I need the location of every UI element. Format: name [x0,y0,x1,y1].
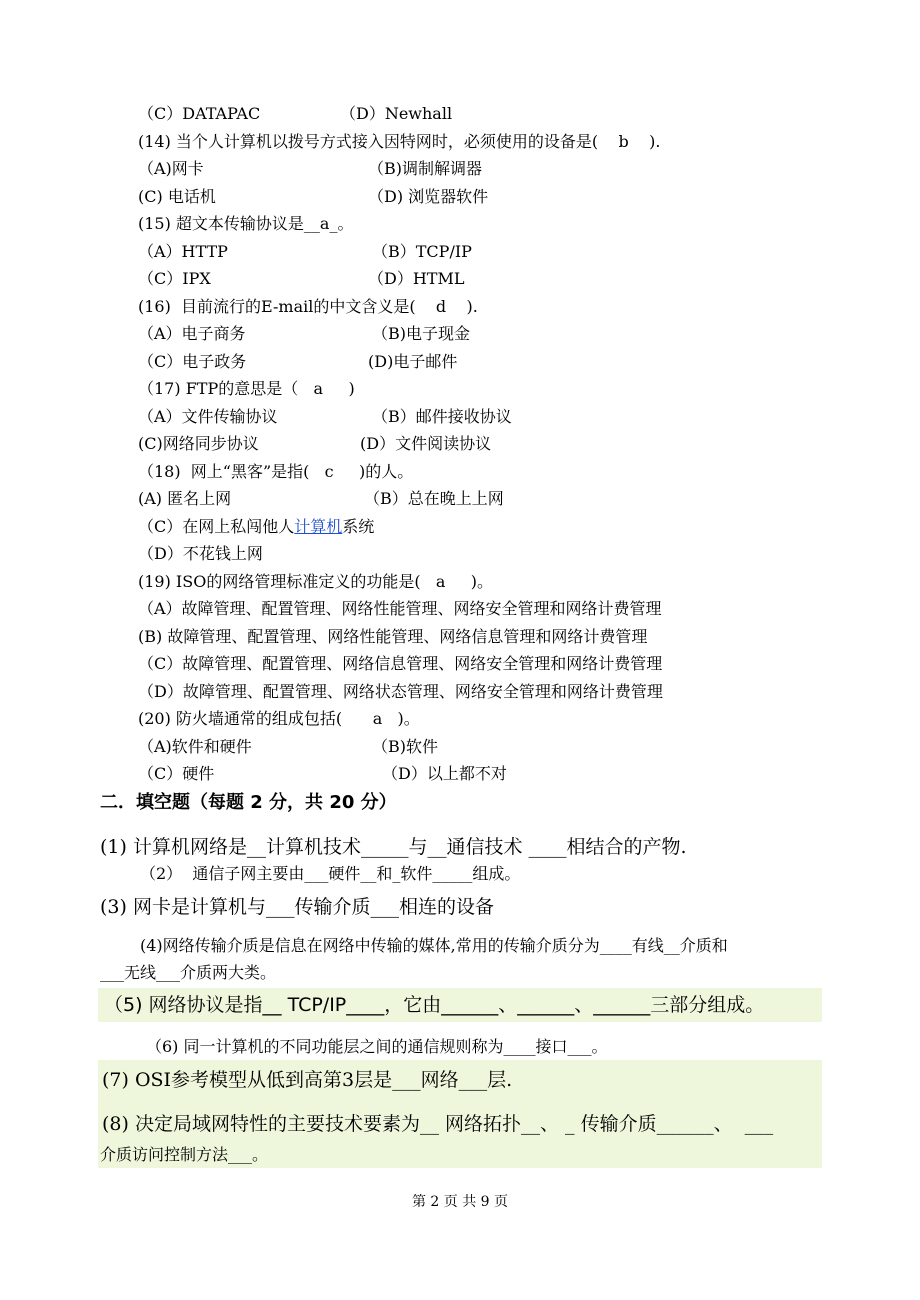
computer-link[interactable]: 计算机 [294,517,343,536]
q13-option-d: （D）Newhall [340,104,453,123]
q17-option-c: (C)网络同步协议 [138,434,259,453]
q19-option-b: (B) 故障管理、配置管理、网络性能管理、网络信息管理和网络计费管理 [138,627,648,646]
q19-option-d: （D）故障管理、配置管理、网络状态管理、网络安全管理和网络计费管理 [138,682,663,701]
q13-option-c: （C）DATAPAC [138,104,261,123]
fill-q7: (7) OSI参考模型从低到高第3层是___网络___层. [102,1069,513,1091]
q15-option-d: （D）HTML [368,269,465,288]
q16-option-c: （C）电子政务 [138,352,247,371]
q14-question: (14) 当个人计算机以拨号方式接入因特网时，必须使用的设备是( b ). [138,132,661,151]
q18-option-c-text: （C）在网上私闯他人 [138,517,295,536]
q16-option-d: (D)电子邮件 [368,352,458,371]
page-footer: 第 2 页 共 9 页 [411,1194,509,1210]
q15-option-b: （B）TCP/IP [372,242,472,261]
fill-q2: （2） 通信子网主要由___硬件__和_软件_____组成。 [140,864,521,883]
q18-option-a: (A) 匿名上网 [138,489,232,508]
q16-option-a: （A）电子商务 [138,324,246,343]
q14-option-c: (C) 电话机 [138,187,216,206]
q18-option-d: （D）不花钱上网 [138,544,263,563]
fill-q4-line2: ___无线___介质两大类。 [100,963,277,982]
q17-question: （17) FTP的意思是（ a ) [138,379,355,398]
q19-question: (19) ISO的网络管理标准定义的功能是( a )。 [138,572,494,591]
q20-option-b: （B)软件 [372,737,439,756]
fill-q8-line2: 介质访问控制方法___。 [100,1145,269,1164]
q20-option-d: （D）以上都不对 [382,764,507,783]
q19-option-c: （C）故障管理、配置管理、网络信息管理、网络安全管理和网络计费管理 [138,654,663,673]
q20-question: (20) 防火墙通常的组成包括( a )。 [138,709,420,728]
q15-question: (15) 超文本传输协议是__a_。 [138,214,354,233]
q14-option-d: （D) 浏览器软件 [368,187,489,206]
q15-option-c: （C）IPX [138,269,211,288]
q20-option-a: （A)软件和硬件 [138,737,252,756]
q20-option-c: （C）硬件 [138,764,215,783]
q18-option-b: （B）总在晚上上网 [364,489,504,508]
fill-q4-line1: (4)网络传输介质是信息在网络中传输的媒体,常用的传输介质分为____有线__介质和 [140,936,728,955]
fill-q8-line1: (8) 决定局域网特性的主要技术要素为__ 网络拓扑__、 _ 传输介质______、 ___ [102,1113,774,1135]
q16-question: (16) 目前流行的E-mail的中文含义是( d ). [138,297,478,316]
fill-q3: (3) 网卡是计算机与___传输介质___相连的设备 [100,896,494,918]
q17-option-a: （A）文件传输协议 [138,407,278,426]
q17-option-b: （B）邮件接收协议 [372,407,512,426]
q18-option-c [138,516,374,538]
q15-option-a: （A）HTTP [138,242,228,261]
fill-q6: （6) 同一计算机的不同功能层之间的通信规则称为____接口___。 [146,1037,608,1056]
section-heading: 二．填空题（每题 2 分，共 20 分） [100,792,397,813]
q18-question: （18) 网上“黑客”是指( c )的人。 [138,462,414,481]
fill-q1: (1) 计算机网络是__计算机技术_____与__通信技术 ____相结合的产物. [100,836,687,858]
q17-option-d: (D）文件阅读协议 [360,434,492,453]
q14-option-b: （B)调制解调器 [368,159,483,178]
q16-option-b: （B)电子现金 [372,324,471,343]
fill-q5: （5) 网络协议是指__ TCP/IP____，它由______、______、______三部分组成。 [104,994,765,1016]
q14-option-a: （A)网卡 [138,159,204,178]
q19-option-a: （A）故障管理、配置管理、网络性能管理、网络安全管理和网络计费管理 [138,599,662,618]
q18-option-c-tail: 系统 [342,517,375,536]
